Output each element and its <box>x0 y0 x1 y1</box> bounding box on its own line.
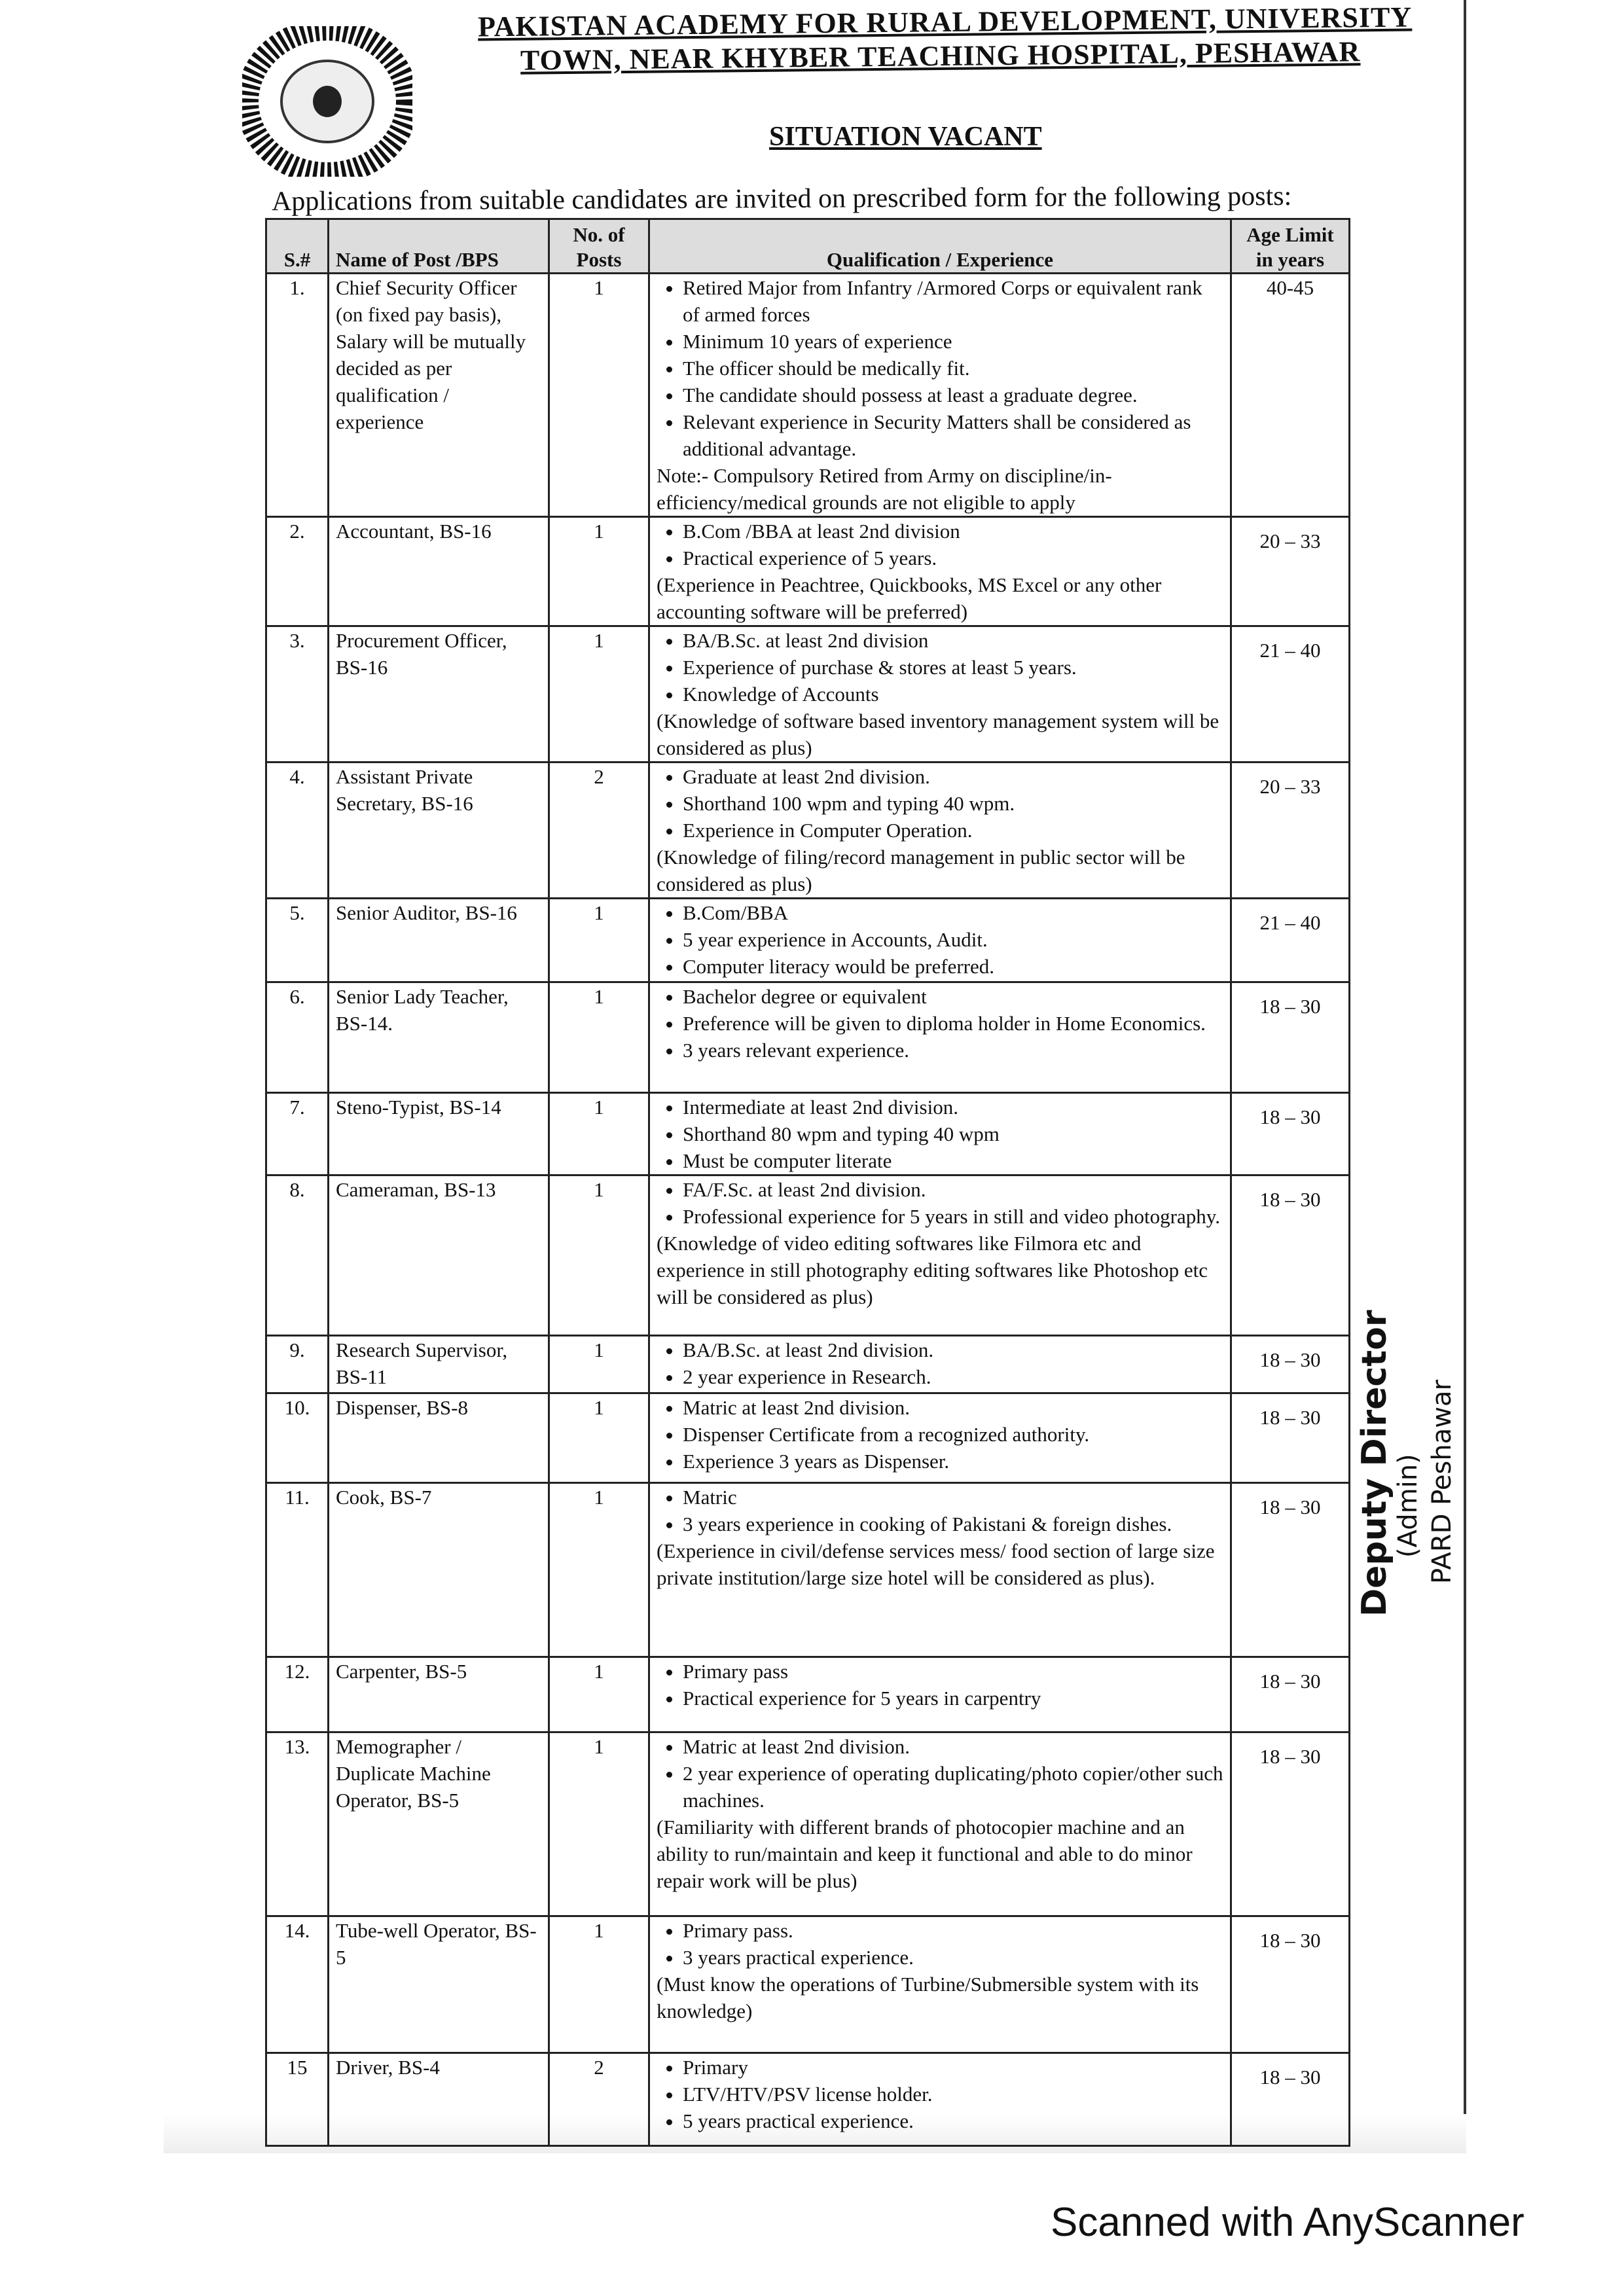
qualification-note: (Experience in civil/defense services mess/ food section of large size private institution/large size hotel will be considered as plus). <box>657 1539 1215 1589</box>
qualification-list <box>657 2054 1223 2134</box>
qualification-item: • B.Com/BBA <box>683 899 1223 926</box>
qualification-item: • 3 years relevant experience. <box>683 1037 1223 1064</box>
cell-qualification <box>649 899 1231 982</box>
cell-sno: 10. <box>266 1393 329 1483</box>
cell-posts: 1 <box>549 1483 649 1657</box>
qualification-item: • 2 year experience in Research. <box>683 1363 1223 1390</box>
qualification-list <box>657 763 1223 844</box>
qualification-item: • Professional experience for 5 years in still and video photography. <box>683 1203 1223 1230</box>
qualification-note: Note:- Compulsory Retired from Army on discipline/in-efficiency/medical grounds are not eligible to apply <box>657 464 1112 514</box>
cell-qualification <box>649 274 1231 517</box>
cell-posts: 2 <box>549 2053 649 2146</box>
ad-title: SITUATION VACANT <box>769 122 1042 152</box>
cell-qualification <box>649 1175 1231 1336</box>
signature-org: PARD Peshawar <box>1427 1380 1457 1584</box>
qualification-list <box>657 1394 1223 1475</box>
qualification-note: (Familiarity with different brands of photocopier machine and an ability to run/maintain and keep it functional and able to do minor repair work will be plus) <box>657 1816 1193 1892</box>
qualification-item: • Shorthand 80 wpm and typing 40 wpm <box>683 1121 1223 1147</box>
cell-age: 18 – 30 <box>1231 1093 1350 1175</box>
cell-sno: 7. <box>266 1093 329 1175</box>
qualification-item: • 3 years practical experience. <box>683 1944 1223 1971</box>
table-row <box>266 2053 1350 2146</box>
qualification-list <box>657 1094 1223 1174</box>
signature-dept: (Admin) <box>1393 1454 1423 1558</box>
cell-sno: 4. <box>266 762 329 899</box>
qualification-item: • Bachelor degree or equivalent <box>683 983 1223 1010</box>
qualification-note: (Experience in Peachtree, Quickbooks, MS Excel or any other accounting software will be preferred) <box>657 573 1162 623</box>
cell-post: Dispenser, BS-8 <box>329 1393 549 1483</box>
cell-sno: 11. <box>266 1483 329 1657</box>
qualification-item: • Must be computer literate <box>683 1147 1223 1174</box>
qualification-item: • Experience in Computer Operation. <box>683 817 1223 844</box>
qualification-item: • Practical experience of 5 years. <box>683 545 1223 571</box>
qualification-item: • BA/B.Sc. at least 2nd division. <box>683 1336 1223 1363</box>
org-name-line2: TOWN, NEAR KHYBER TEACHING HOSPITAL, PESHAWAR <box>520 35 1361 77</box>
cell-age: 18 – 30 <box>1231 982 1350 1093</box>
qualification-item: • Matric <box>683 1484 1223 1511</box>
cell-post: Tube-well Operator, BS-5 <box>329 1916 549 2053</box>
cell-post: Senior Lady Teacher, BS-14. <box>329 982 549 1093</box>
table-row <box>266 274 1350 517</box>
qualification-note: (Knowledge of video editing softwares like Filmora etc and experience in still photography editing softwares like Photoshop etc will be considered as plus) <box>657 1232 1208 1308</box>
page-edge <box>1464 0 1466 2140</box>
cell-posts: 1 <box>549 1336 649 1393</box>
table-row <box>266 1175 1350 1336</box>
qualification-item: • Graduate at least 2nd division. <box>683 763 1223 790</box>
cell-sno: 5. <box>266 899 329 982</box>
cell-age: 18 – 30 <box>1231 2053 1350 2146</box>
cell-qualification <box>649 1093 1231 1175</box>
qualification-item: • Primary pass <box>683 1658 1223 1685</box>
table-row <box>266 517 1350 626</box>
qualification-note: (Must know the operations of Turbine/Submersible system with its knowledge) <box>657 1973 1199 2022</box>
cell-post: Memographer / Duplicate Machine Operator, BS-5 <box>329 1732 549 1916</box>
table-row <box>266 626 1350 762</box>
cell-posts: 1 <box>549 1916 649 2053</box>
qualification-note: (Knowledge of filing/record management in public sector will be considered as plus) <box>657 846 1185 895</box>
qualification-item: • Primary <box>683 2054 1223 2081</box>
qualification-item: • Matric at least 2nd division. <box>683 1394 1223 1421</box>
qualification-list <box>657 1484 1223 1537</box>
qualification-item: • LTV/HTV/PSV license holder. <box>683 2081 1223 2108</box>
cell-age: 40-45 <box>1231 274 1350 517</box>
cell-sno: 1. <box>266 274 329 517</box>
cell-sno: 6. <box>266 982 329 1093</box>
cell-age: 20 – 33 <box>1231 517 1350 626</box>
qualification-list <box>657 1176 1223 1230</box>
table-row <box>266 1732 1350 1916</box>
cell-sno: 13. <box>266 1732 329 1916</box>
table-row <box>266 1916 1350 2053</box>
cell-age: 21 – 40 <box>1231 626 1350 762</box>
table-row <box>266 1483 1350 1657</box>
cell-post: Cook, BS-7 <box>329 1483 549 1657</box>
qualification-list <box>657 899 1223 980</box>
cell-sno: 9. <box>266 1336 329 1393</box>
cell-age: 18 – 30 <box>1231 1175 1350 1336</box>
intro-text: Applications from suitable candidates are invited on prescribed form for the following posts: <box>271 181 1292 217</box>
cell-age: 18 – 30 <box>1231 1393 1350 1483</box>
qualification-item: • 5 years practical experience. <box>683 2108 1223 2134</box>
qualification-item: • Experience 3 years as Dispenser. <box>683 1448 1223 1475</box>
signature-stamp <box>1342 1310 1473 1630</box>
qualification-list <box>657 1733 1223 1814</box>
cell-post: Chief Security Officer (on fixed pay basis), Salary will be mutually decided as per qualification / experience <box>329 274 549 517</box>
qualification-item: • Primary pass. <box>683 1917 1223 1944</box>
cell-sno: 12. <box>266 1657 329 1732</box>
cell-age: 20 – 33 <box>1231 762 1350 899</box>
cell-posts: 1 <box>549 1093 649 1175</box>
table-row <box>266 982 1350 1093</box>
qualification-item: • 3 years experience in cooking of Pakistani & foreign dishes. <box>683 1511 1223 1537</box>
cell-qualification <box>649 982 1231 1093</box>
cell-qualification <box>649 1916 1231 2053</box>
cell-post: Driver, BS-4 <box>329 2053 549 2146</box>
cell-sno: 2. <box>266 517 329 626</box>
header-age: Age Limit in years <box>1231 219 1350 274</box>
cell-posts: 1 <box>549 517 649 626</box>
org-name-line1: PAKISTAN ACADEMY FOR RURAL DEVELOPMENT, UNIVERSITY <box>477 1 1413 43</box>
qualification-item: • Practical experience for 5 years in carpentry <box>683 1685 1223 1712</box>
cell-posts: 1 <box>549 1393 649 1483</box>
header-posts: No. of Posts <box>549 219 649 274</box>
cell-age: 18 – 30 <box>1231 1657 1350 1732</box>
qualification-list <box>657 518 1223 571</box>
cell-sno: 14. <box>266 1916 329 2053</box>
cell-qualification <box>649 1393 1231 1483</box>
qualification-item: • Computer literacy would be preferred. <box>683 953 1223 980</box>
cell-qualification <box>649 1483 1231 1657</box>
qualification-item: • Dispenser Certificate from a recognized authority. <box>683 1421 1223 1448</box>
cell-posts: 1 <box>549 1175 649 1336</box>
table-body <box>266 274 1350 2146</box>
qualification-item: • Relevant experience in Security Matters shall be considered as additional advantage. <box>683 408 1223 462</box>
qualification-item: • 2 year experience of operating duplicating/photo copier/other such machines. <box>683 1760 1223 1814</box>
cell-post: Senior Auditor, BS-16 <box>329 899 549 982</box>
cell-post: Cameraman, BS-13 <box>329 1175 549 1336</box>
qualification-item: • BA/B.Sc. at least 2nd division <box>683 627 1223 654</box>
cell-age: 18 – 30 <box>1231 1483 1350 1657</box>
cell-post: Research Supervisor, BS-11 <box>329 1336 549 1393</box>
qualification-list <box>657 1658 1223 1712</box>
table-row <box>266 762 1350 899</box>
cell-sno: 3. <box>266 626 329 762</box>
qualification-item: • 5 year experience in Accounts, Audit. <box>683 926 1223 953</box>
cell-age: 18 – 30 <box>1231 1916 1350 2053</box>
qualification-list <box>657 1336 1223 1390</box>
qualification-item: • Knowledge of Accounts <box>683 681 1223 708</box>
cell-qualification <box>649 1657 1231 1732</box>
cell-post: Procurement Officer, BS-16 <box>329 626 549 762</box>
vacancy-table <box>265 218 1350 2147</box>
cell-posts: 1 <box>549 982 649 1093</box>
qualification-list <box>657 1917 1223 1971</box>
header-qualification: Qualification / Experience <box>649 219 1231 274</box>
cell-posts: 1 <box>549 1657 649 1732</box>
cell-post: Carpenter, BS-5 <box>329 1657 549 1732</box>
qualification-item: • Intermediate at least 2nd division. <box>683 1094 1223 1121</box>
table-row <box>266 1657 1350 1732</box>
cell-sno: 8. <box>266 1175 329 1336</box>
header-post: Name of Post /BPS <box>329 219 549 274</box>
qualification-item: • FA/F.Sc. at least 2nd division. <box>683 1176 1223 1203</box>
qualification-item: • The candidate should possess at least a graduate degree. <box>683 382 1223 408</box>
cell-post: Accountant, BS-16 <box>329 517 549 626</box>
cell-post: Assistant Private Secretary, BS-16 <box>329 762 549 899</box>
cell-post: Steno-Typist, BS-14 <box>329 1093 549 1175</box>
cell-sno: 15 <box>266 2053 329 2146</box>
qualification-note: (Knowledge of software based inventory management system will be considered as plus) <box>657 709 1219 759</box>
qualification-item: • Experience of purchase & stores at least 5 years. <box>683 654 1223 681</box>
signature-title: Deputy Director <box>1355 1310 1394 1617</box>
cell-age: 18 – 30 <box>1231 1336 1350 1393</box>
cell-age: 21 – 40 <box>1231 899 1350 982</box>
academy-seal-logo <box>242 26 412 177</box>
cell-age: 18 – 30 <box>1231 1732 1350 1916</box>
cell-posts: 2 <box>549 762 649 899</box>
qualification-list <box>657 983 1223 1064</box>
qualification-item: • B.Com /BBA at least 2nd division <box>683 518 1223 545</box>
cell-qualification <box>649 1732 1231 1916</box>
qualification-list <box>657 627 1223 708</box>
cell-qualification <box>649 626 1231 762</box>
cell-qualification <box>649 2053 1231 2146</box>
qualification-item: • Minimum 10 years of experience <box>683 328 1223 355</box>
table-row <box>266 1393 1350 1483</box>
table-row <box>266 1336 1350 1393</box>
cell-qualification <box>649 517 1231 626</box>
cell-qualification <box>649 1336 1231 1393</box>
qualification-item: • Preference will be given to diploma holder in Home Economics. <box>683 1010 1223 1037</box>
cell-posts: 1 <box>549 274 649 517</box>
cell-posts: 1 <box>549 1732 649 1916</box>
cell-posts: 1 <box>549 626 649 762</box>
header-sno: S.# <box>266 219 329 274</box>
table-row <box>266 899 1350 982</box>
table-header-row <box>266 219 1350 274</box>
qualification-item: • Shorthand 100 wpm and typing 40 wpm. <box>683 790 1223 817</box>
qualification-list <box>657 274 1223 462</box>
scanner-watermark: Scanned with AnyScanner <box>1051 2200 1525 2245</box>
cell-posts: 1 <box>549 899 649 982</box>
cell-qualification <box>649 762 1231 899</box>
qualification-item: • Matric at least 2nd division. <box>683 1733 1223 1760</box>
table-row <box>266 1093 1350 1175</box>
qualification-item: • Retired Major from Infantry /Armored Corps or equivalent rank of armed forces <box>683 274 1223 328</box>
qualification-item: • The officer should be medically fit. <box>683 355 1223 382</box>
